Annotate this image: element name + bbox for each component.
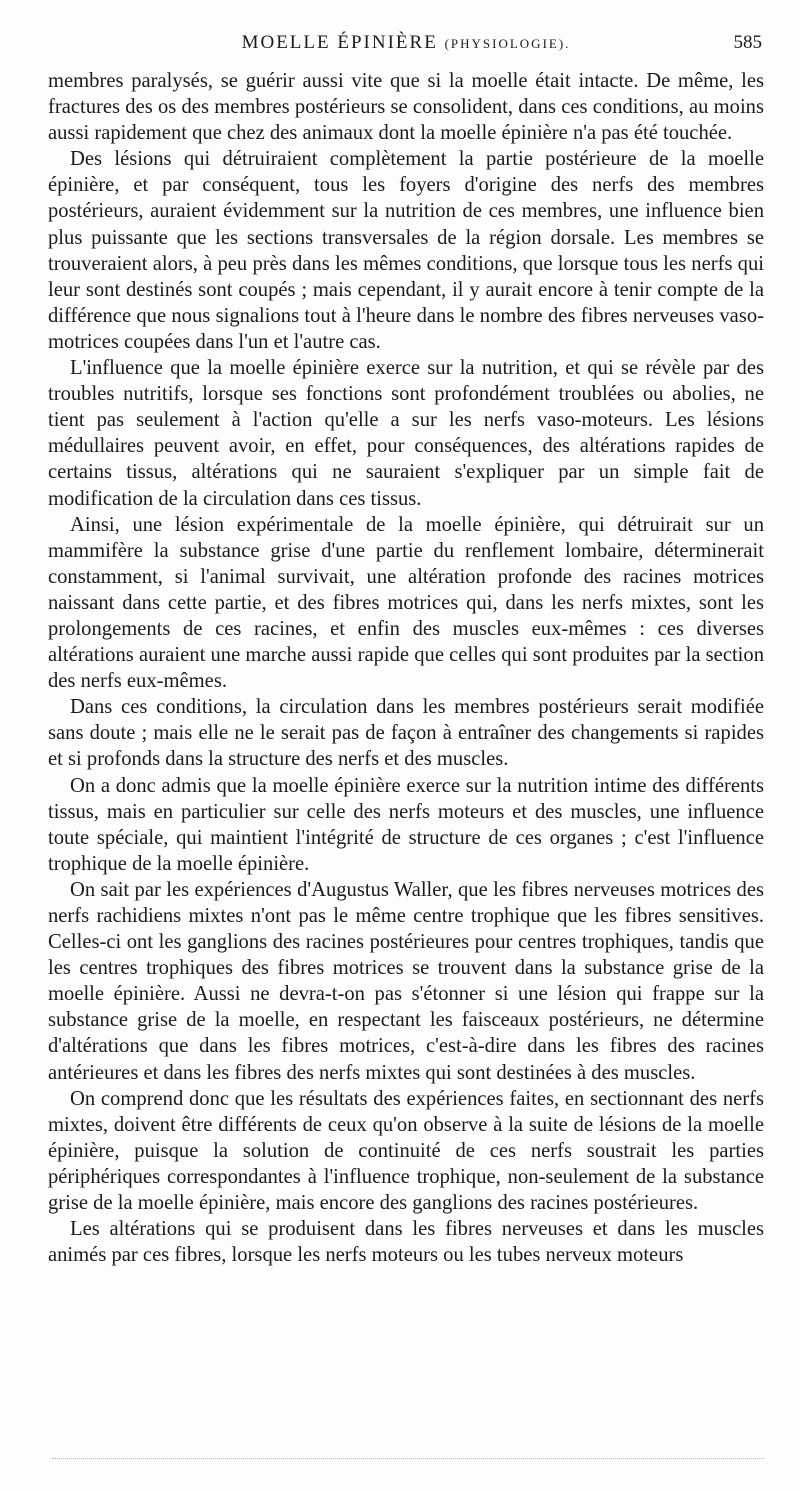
paragraph: On a donc admis que la moelle épinière exerce sur la nutrition intime des différents tissus, mais en particulier sur celle des nerfs moteurs et des muscles, une influence toute spéciale, qui maintient l'intégrité de structure de ces organes ; c'est l'influence trophique de la moelle épinière.: [48, 774, 764, 875]
running-head: [50, 32, 762, 58]
chapter-title-main: MOELLE ÉPINIÈRE: [241, 32, 438, 53]
paragraph: Les altérations qui se produisent dans les fibres nerveuses et dans les muscles animés par ces fibres, lorsque les nerfs moteurs ou les tubes nerveux moteurs: [48, 1218, 764, 1267]
paragraph: Dans ces conditions, la circulation dans les membres postérieurs serait modifiée sans doute ; mais elle ne le serait pas de façon à entraîner des changements si rapides et si profonds dans la structure des nerfs et des muscles.: [48, 696, 764, 771]
paragraph: L'influence que la moelle épinière exerce sur la nutrition, et qui se révèle par des troubles nutritifs, lorsque ses fonctions sont profondément troublées ou abolies, ne tient pas seulement à l'action qu'elle a sur les nerfs vaso-moteurs. Les lésions médullaires peuvent avoir, en effet, pour conséquences, des altérations rapides de certains tissus, altérations qui ne sauraient s'expliquer par un simple fait de modification de la circulation dans ces tissus.: [48, 357, 764, 510]
paragraph: Ainsi, une lésion expérimentale de la moelle épinière, qui détruirait sur un mammifère la substance grise d'une partie du renflement lombaire, déterminerait constamment, si l'animal survivait, une altération profonde des racines motrices naissant dans cette partie, et des fibres motrices qui, dans les nerfs mixtes, sont les prolongements de ces racines, et enfin des muscles eux-mêmes : ces diverses altérations auraient une marche aussi rapide que celles qui sont produites par la section des nerfs eux-mêmes.: [48, 513, 764, 693]
paragraph: Des lésions qui détruiraient complètement la partie postérieure de la moelle épinière, et par conséquent, tous les foyers d'origine des nerfs des membres postérieurs, auraient évidemment sur la nutrition de ces membres, une influence bien plus puissante que les sections transversales de la région dorsale. Les membres se trouveraient alors, à peu près dans les mêmes conditions, que lorsque tous les nerfs qui leur sont destinés sont coupés ; mais cependant, il y aurait encore à tenir compte de la différence que nous signalions tout à l'heure dans le nombre des fibres nerveuses vaso-motrices coupées dans l'un et l'autre cas.: [48, 148, 764, 353]
page-number: 585: [733, 32, 762, 53]
paragraph: On comprend donc que les résultats des expériences faites, en sectionnant des nerfs mixtes, doivent être différents de ceux qu'on observe à la suite de lésions de la moelle épinière, puisque la solution de continuité de ces nerfs soustrait les parties périphériques correspondantes à l'influence trophique, non-seulement de la substance grise de la moelle épinière, mais encore des ganglions des racines postérieures.: [48, 1087, 764, 1215]
chapter-title-subtitle: (PHYSIOLOGIE).: [444, 36, 571, 51]
body-text: [48, 68, 764, 1268]
bottom-bleed-through-line: [52, 1458, 764, 1459]
chapter-title: [50, 32, 762, 54]
paragraph: membres paralysés, se guérir aussi vite que si la moelle était intacte. De même, les fractures des os des membres postérieurs se consolident, dans ces conditions, au moins aussi rapidement que chez des animaux dont la moelle épinière n'a pas été touchée.: [48, 70, 764, 145]
paragraph: On sait par les expériences d'Augustus Waller, que les fibres nerveuses motrices des nerfs rachidiens mixtes n'ont pas le même centre trophique que les fibres sensitives. Celles-ci ont les ganglions des racines postérieures pour centres trophiques, tandis que les centres trophiques des fibres motrices se trouvent dans la substance grise de la moelle épinière. Aussi ne devra-t-on pas s'étonner si une lésion qui frappe sur la substance grise de la moelle, en respectant les faisceaux postérieurs, ne détermine d'altérations que dans les fibres motrices, c'est-à-dire dans les fibres des racines antérieures et dans les fibres des nerfs mixtes qui sont destinées à des muscles.: [48, 878, 764, 1084]
